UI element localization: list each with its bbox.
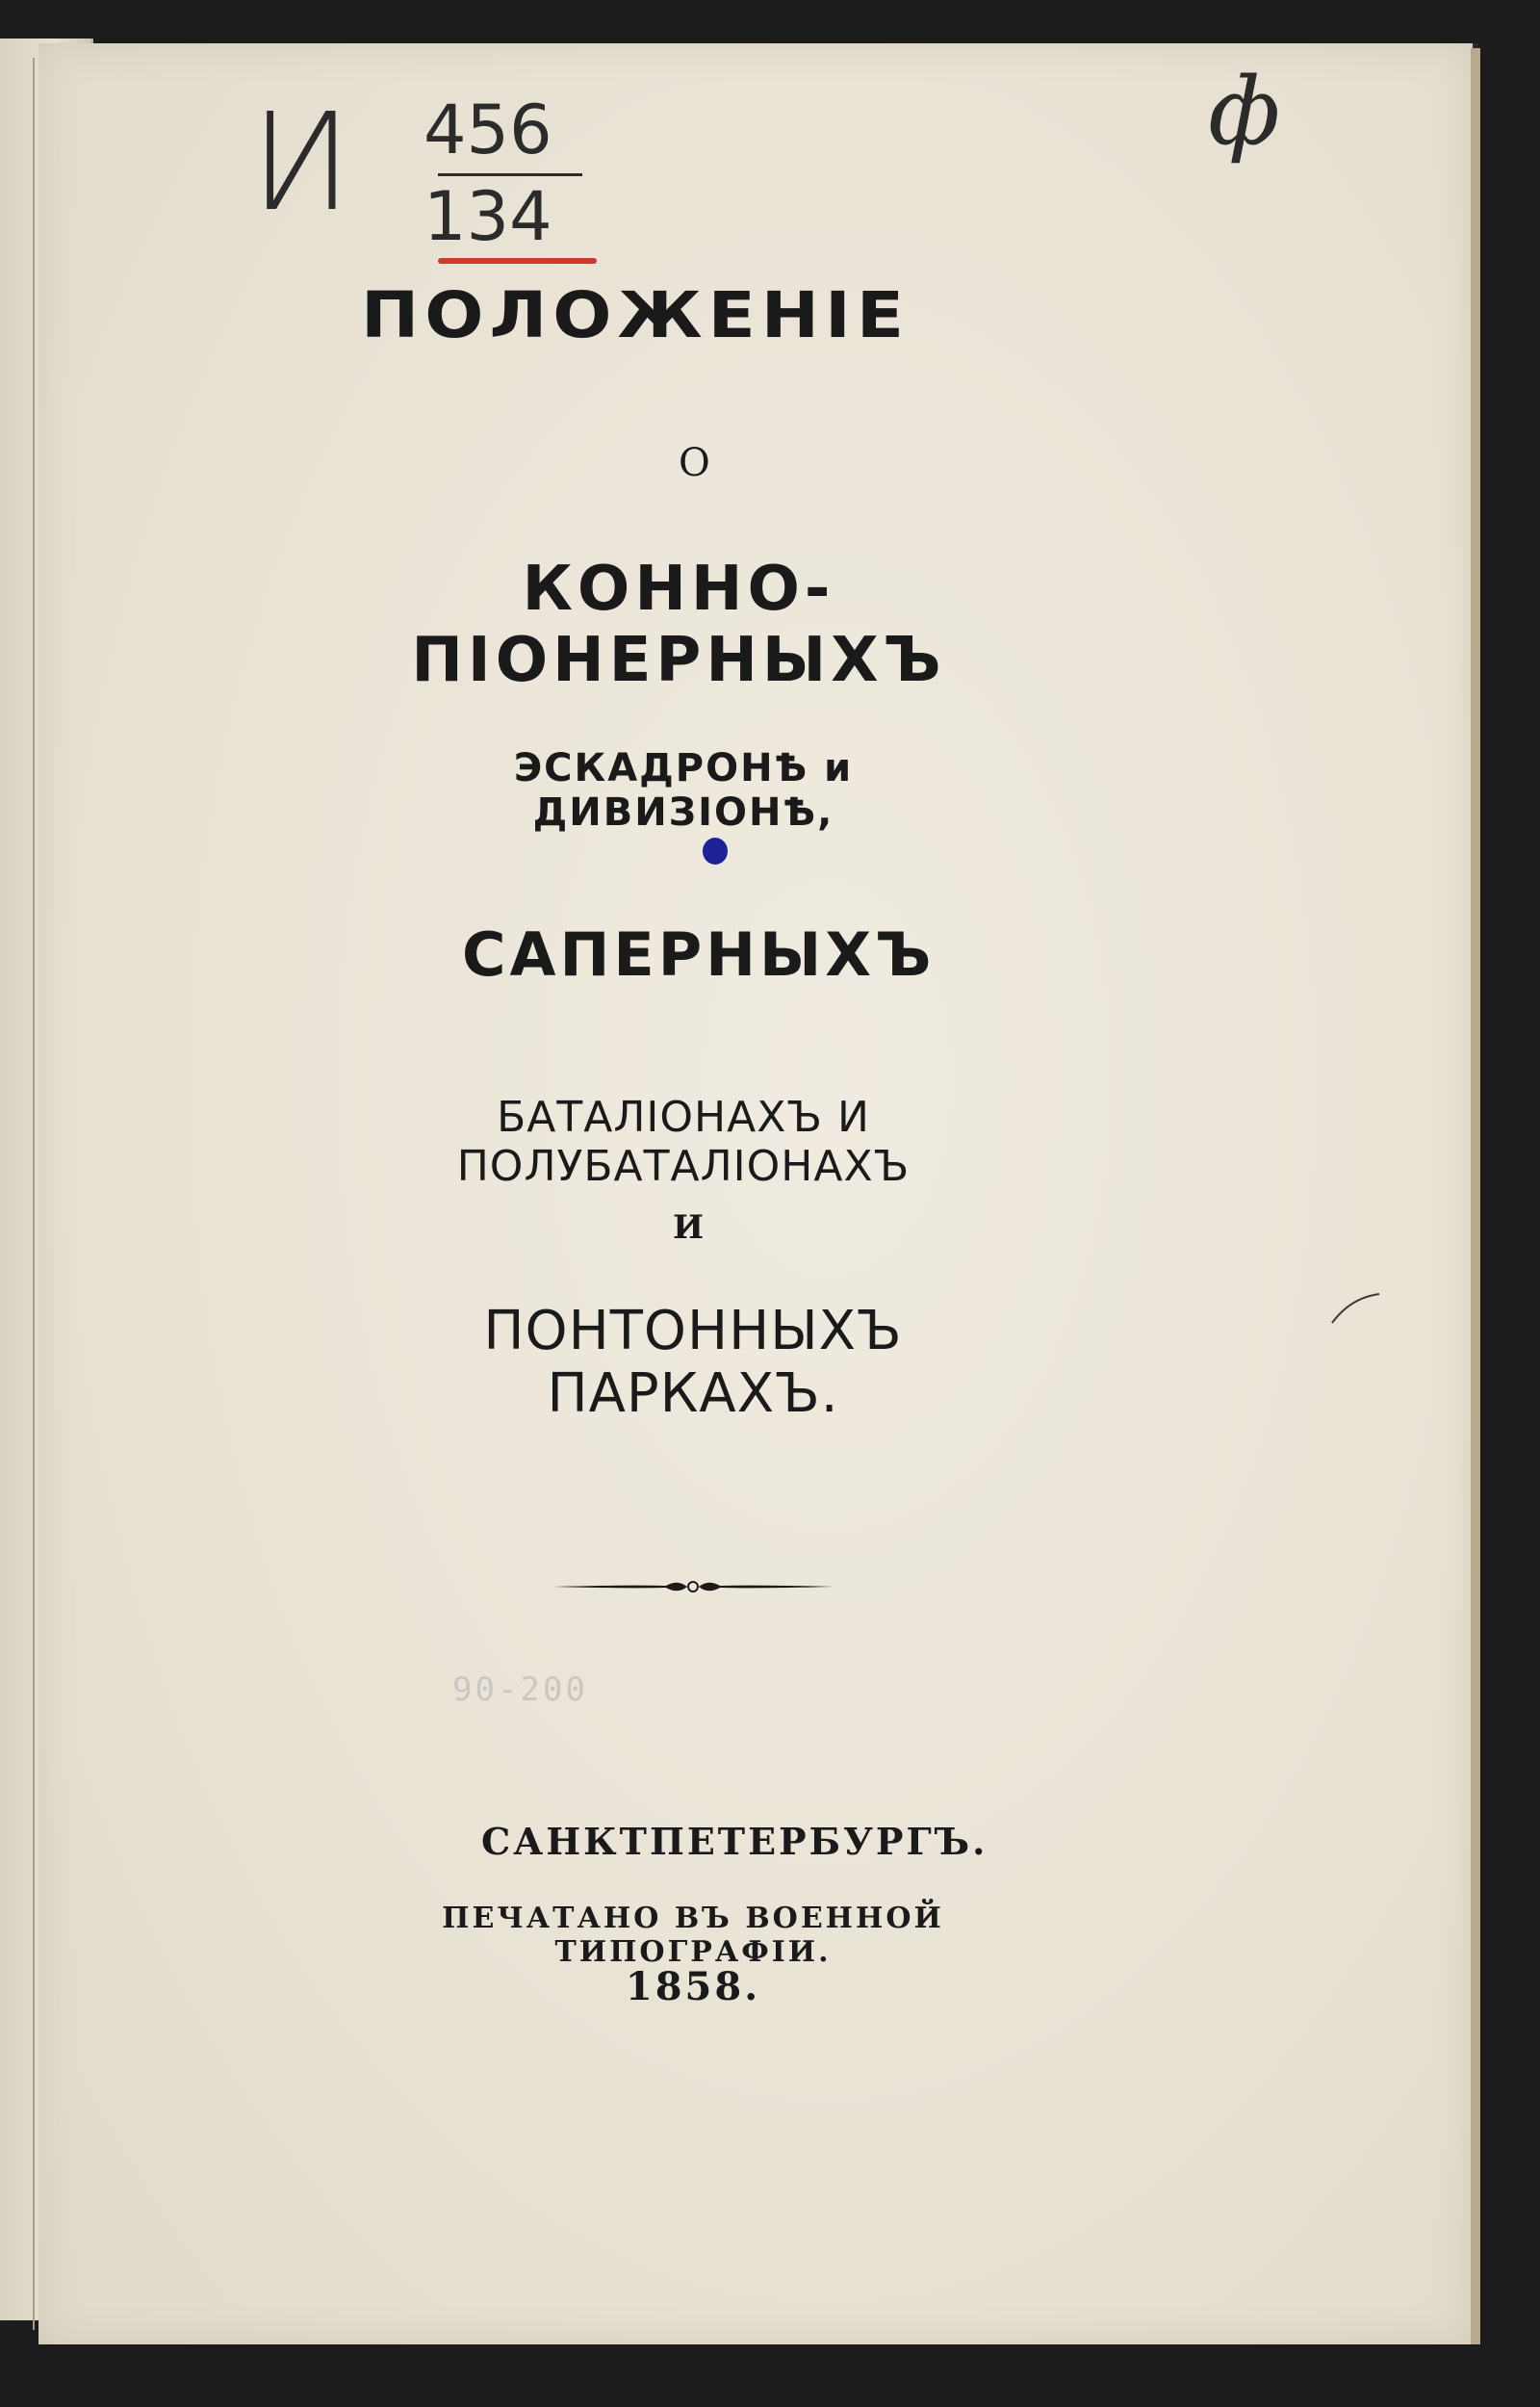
subtitle-konno-pionernykh: КОННО-ПІОНЕРНЫХЪ — [411, 554, 946, 696]
shelf-number-divider — [438, 173, 582, 176]
shelf-number-bottom: 134 — [424, 177, 552, 256]
preposition-o: О — [679, 441, 710, 485]
subtitle-eskadron: ЭСКАДРОНѢ и ДИВИЗІОНѢ, — [513, 746, 854, 835]
gutter-line — [33, 58, 35, 2330]
imprint-city: САНКТПЕТЕРБУРГЪ. — [481, 1820, 988, 1863]
document-title: ПОЛОЖЕНІЕ — [360, 277, 911, 352]
red-underline — [438, 258, 597, 264]
conjunction-i: И — [672, 1208, 705, 1247]
shelf-mark — [250, 85, 616, 289]
imprint-printer: ПЕЧАТАНО ВЪ ВОЕННОЙ ТИПОГРАФІИ. — [442, 1902, 944, 1969]
shelf-letter: И — [250, 85, 352, 242]
blue-ink-dot — [703, 838, 728, 865]
shelf-number-top: 456 — [424, 91, 552, 169]
subtitle-sapernykh: САПЕРНЫХЪ — [462, 919, 936, 990]
pencil-tick — [1326, 1290, 1384, 1329]
imprint-year: 1858. — [625, 1964, 761, 2009]
ornament-divider — [551, 1575, 835, 1598]
corner-pencil-mark: ф — [1208, 58, 1281, 166]
subtitle-pontonnykh: ПОНТОННЫХЪ ПАРКАХЪ. — [483, 1300, 903, 1425]
page-edge — [1471, 48, 1480, 2344]
subtitle-batalionakh: БАТАЛІОНАХЪ И ПОЛУБАТАЛІОНАХЪ — [456, 1093, 911, 1191]
faded-stamp: 90-200 — [452, 1670, 588, 1709]
